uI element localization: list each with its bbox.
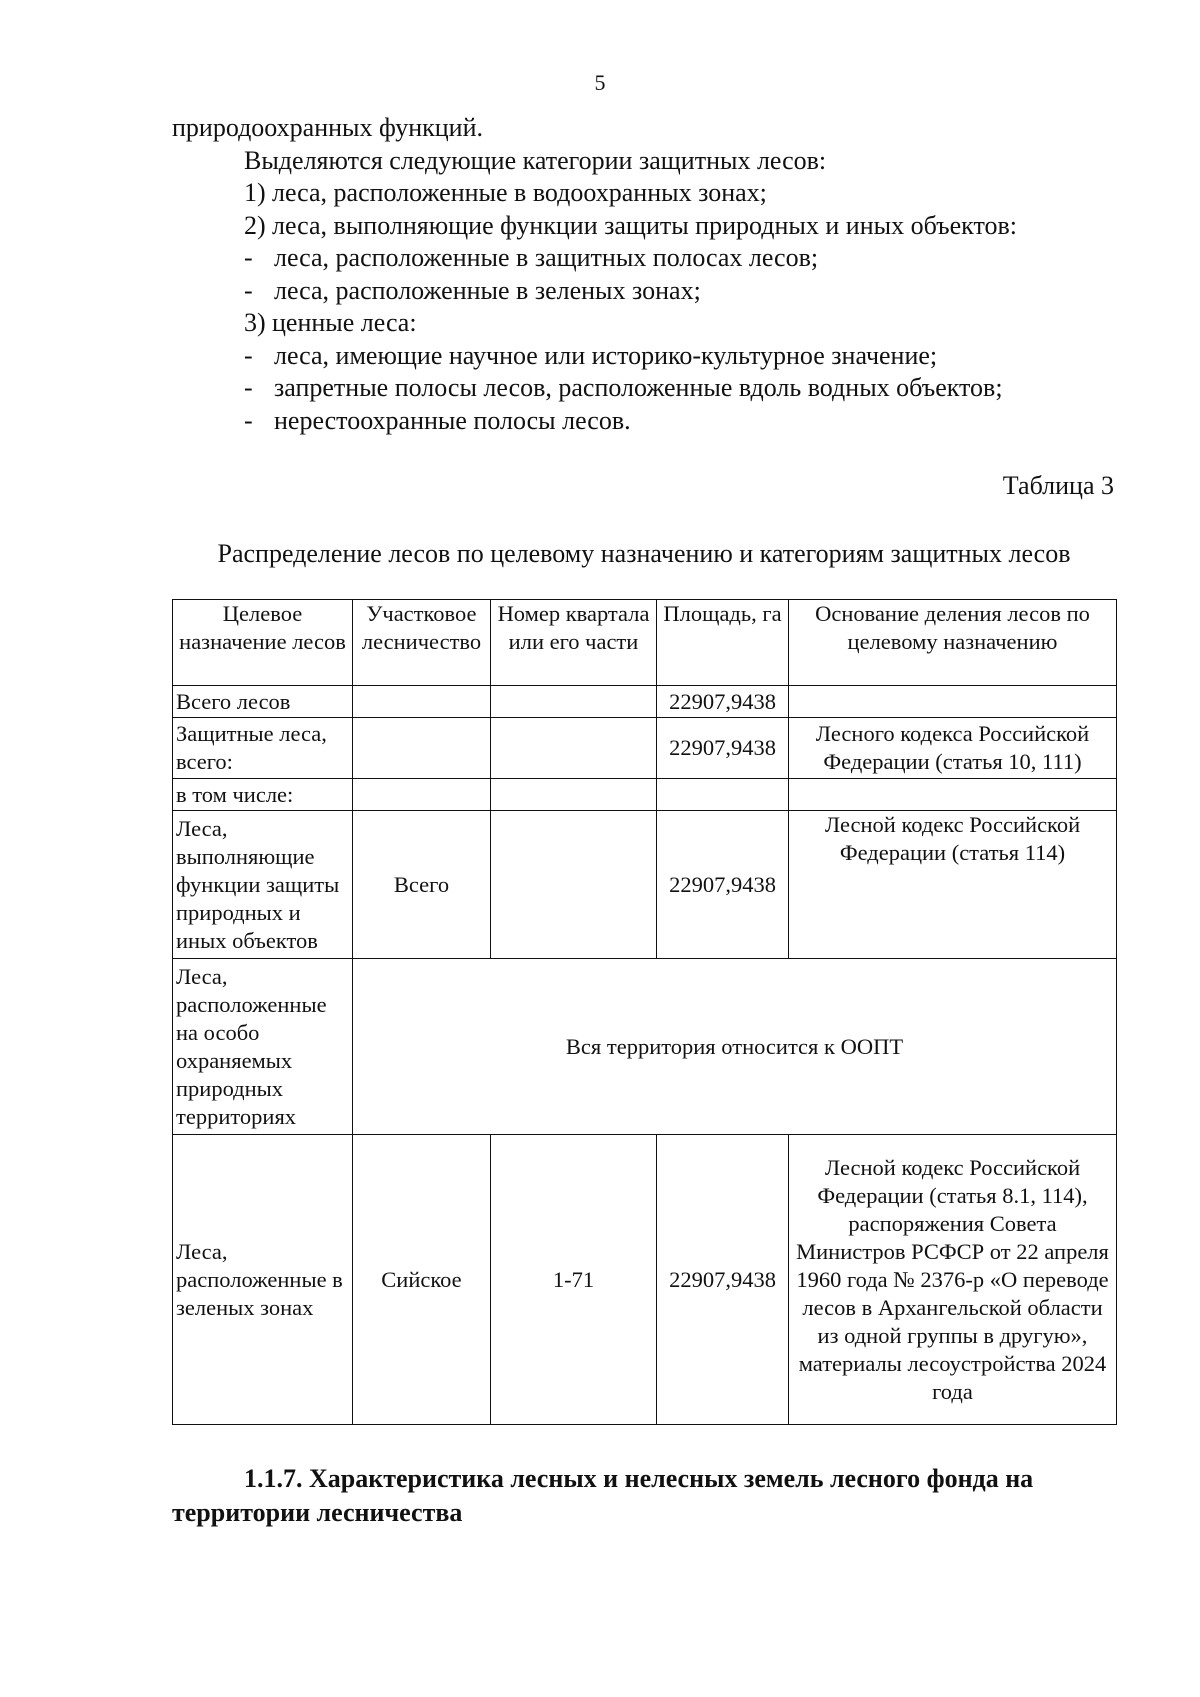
list-item-text: нерестоохранные полосы лесов. — [274, 405, 631, 435]
cell-basis: Лесного кодекса Российской Федерации (статья 10, 111) — [789, 718, 1117, 779]
table-row — [173, 779, 1117, 811]
list-item-text: леса, расположенные в зеленых зонах; — [274, 275, 701, 305]
list-marker: 3) — [244, 308, 266, 337]
header-area: Площадь, га — [657, 600, 789, 686]
list-item — [172, 340, 1116, 373]
section-heading-line: территории лесничества — [172, 1498, 463, 1527]
cell-basis: Лесной кодекс Российской Федерации (статья 114) — [789, 811, 1117, 959]
cell-forestry — [353, 718, 491, 779]
cell-area: 22907,9438 — [657, 811, 789, 959]
list-item — [172, 372, 1116, 405]
cell-quarter — [491, 811, 657, 959]
list-item-text: леса, имеющие научное или историко-культурное значение; — [274, 340, 938, 370]
cell-purpose: Защитные леса, всего: — [173, 718, 353, 779]
list-item-text: леса, расположенные в защитных полосах лесов; — [274, 243, 819, 272]
cell-forestry: Всего — [353, 811, 491, 959]
cell-purpose: в том числе: — [173, 779, 353, 811]
cell-purpose: Леса, расположенные на особо охраняемых природных территориях — [173, 959, 353, 1135]
cell-area: 22907,9438 — [657, 718, 789, 779]
cell-basis — [789, 779, 1117, 811]
list-item-text: ценные леса: — [272, 308, 417, 337]
paragraph-intro: Выделяются следующие категории защитных лесов: — [244, 145, 827, 175]
list-marker: - — [244, 373, 253, 402]
list-marker: - — [244, 275, 253, 305]
list-item-text: леса, расположенные в водоохранных зонах; — [272, 178, 767, 207]
cell-quarter — [491, 779, 657, 811]
cell-forestry — [353, 686, 491, 718]
table-title: Распределение лесов по целевому назначению и категориям защитных лесов — [217, 539, 1071, 568]
paragraph-continuation: природоохранных функций. — [172, 113, 483, 142]
table-number-label: Таблица 3 — [1002, 471, 1114, 500]
list-item — [172, 275, 1116, 308]
list-marker: - — [244, 243, 253, 272]
cell-quarter: 1-71 — [491, 1135, 657, 1425]
table-row — [173, 811, 1117, 959]
cell-area — [657, 779, 789, 811]
cell-forestry: Сийское — [353, 1135, 491, 1425]
list-marker: 2) — [244, 210, 266, 240]
cell-purpose: Леса, выполняющие функции защиты природных и иных объектов — [173, 811, 353, 959]
cell-purpose: Леса, расположенные в зеленых зонах — [173, 1135, 353, 1425]
list-item — [172, 210, 1116, 243]
forest-distribution-table — [172, 599, 1117, 1425]
cell-forestry — [353, 779, 491, 811]
list-item — [172, 405, 1116, 438]
body-text — [172, 112, 1116, 437]
page-number: 5 — [594, 70, 606, 95]
section-heading — [172, 1462, 1116, 1530]
table-row — [173, 1135, 1117, 1425]
header-basis: Основание деления лесов по целевому назначению — [789, 600, 1117, 686]
list-item — [172, 307, 1116, 340]
cell-area: 22907,9438 — [657, 686, 789, 718]
table-row — [173, 959, 1117, 1135]
table-header-row — [173, 600, 1117, 686]
header-quarter: Номер квартала или его части — [491, 600, 657, 686]
cell-basis: Лесной кодекс Российской Федерации (статья 8.1, 114), распоряжения Совета Министров РСФСР от 22 апреля 1960 года № 2376-р «О переводе лесов в Архангельской области из одной группы в другую», материалы лесоустройства 2024 года — [789, 1135, 1117, 1425]
section-heading-line: 1.1.7. Характеристика лесных и нелесных земель лесного фонда на — [244, 1464, 1034, 1493]
list-item-text: запретные полосы лесов, расположенные вдоль водных объектов; — [274, 373, 1003, 402]
list-marker: - — [244, 340, 253, 370]
cell-quarter — [491, 718, 657, 779]
cell-basis — [789, 686, 1117, 718]
list-marker: 1) — [244, 178, 266, 207]
list-item — [172, 242, 1116, 275]
cell-quarter — [491, 686, 657, 718]
cell-area: 22907,9438 — [657, 1135, 789, 1425]
table-row — [173, 718, 1117, 779]
list-marker: - — [244, 405, 253, 435]
cell-purpose: Всего лесов — [173, 686, 353, 718]
header-purpose: Целевое назначение лесов — [173, 600, 353, 686]
table-row — [173, 686, 1117, 718]
cell-merged-note: Вся территория относится к ООПТ — [353, 959, 1117, 1135]
list-item — [172, 177, 1116, 210]
list-item-text: леса, выполняющие функции защиты природных и иных объектов: — [272, 210, 1017, 240]
header-forestry: Участковое лесничество — [353, 600, 491, 686]
